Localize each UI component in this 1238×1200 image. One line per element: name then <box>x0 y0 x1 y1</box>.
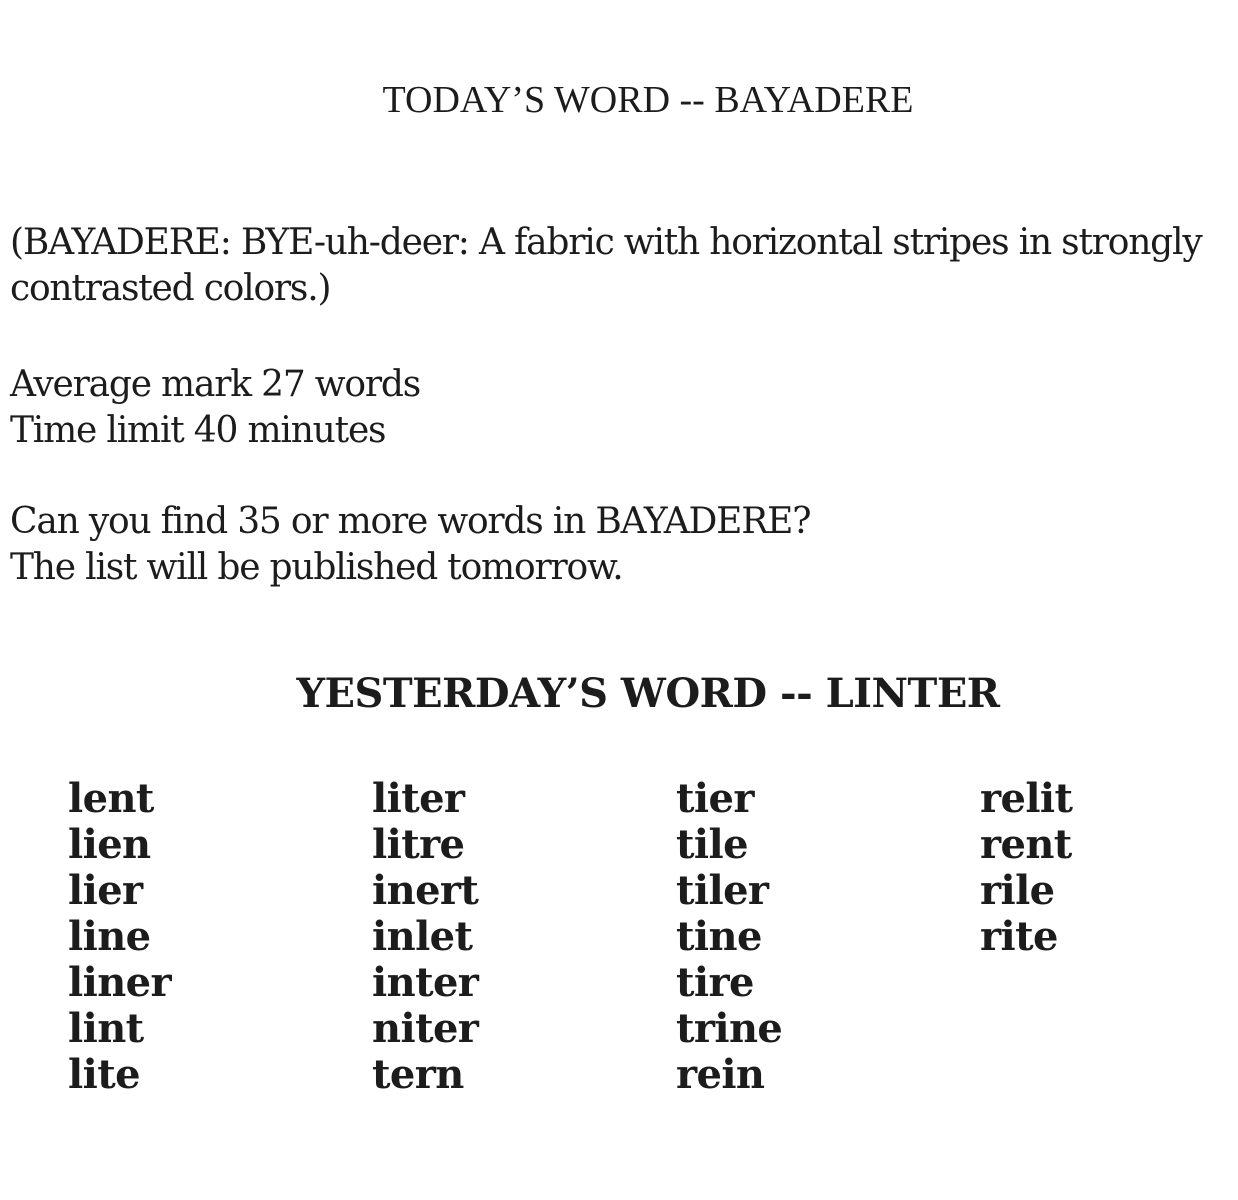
word-column-3 <box>676 776 976 1098</box>
word-column-2 <box>372 776 672 1098</box>
todays-word-heading: TODAY’S WORD -- BAYADERE <box>382 79 914 121</box>
publish-note: The list will be published tomorrow. <box>10 547 623 588</box>
answer-word: tine <box>676 913 762 960</box>
answer-word: tire <box>676 959 754 1006</box>
answer-word: tern <box>372 1051 464 1098</box>
word-column-4 <box>980 776 1238 960</box>
answer-word: lien <box>68 821 151 868</box>
answer-word: tiler <box>676 867 769 914</box>
answer-word: inert <box>372 867 479 914</box>
answer-word: tier <box>676 775 754 822</box>
answer-word: rein <box>676 1051 765 1098</box>
challenge-question: Can you find 35 or more words in BAYADERE? <box>10 501 811 542</box>
yesterdays-word-heading: YESTERDAY’S WORD -- LINTER <box>296 670 1000 717</box>
answer-word: tile <box>676 821 748 868</box>
answer-word: lent <box>68 775 154 822</box>
answer-word: litre <box>372 821 465 868</box>
answer-word: liner <box>68 959 171 1006</box>
average-mark: Average mark 27 words <box>10 364 420 405</box>
answer-word: inlet <box>372 913 473 960</box>
answer-word: lier <box>68 867 143 914</box>
answer-word: lite <box>68 1051 140 1098</box>
answer-word: inter <box>372 959 479 1006</box>
answer-word: lint <box>68 1005 144 1052</box>
answer-word: trine <box>676 1005 783 1052</box>
answer-word: line <box>68 913 151 960</box>
word-column-1 <box>68 776 368 1098</box>
word-definition <box>10 220 1238 312</box>
definition-line: contrasted colors.) <box>10 268 331 309</box>
answer-word: relit <box>980 775 1073 822</box>
definition-line: (BAYADERE: BYE-uh-deer: A fabric with horizontal stripes in strongly <box>10 222 1202 263</box>
answer-word: liter <box>372 775 465 822</box>
time-limit: Time limit 40 minutes <box>10 410 386 451</box>
answer-word: rile <box>980 867 1055 914</box>
challenge-text <box>10 499 810 591</box>
answer-word: rent <box>980 821 1072 868</box>
puzzle-stats <box>10 362 420 454</box>
answer-word-list <box>68 776 1228 1106</box>
answer-word: niter <box>372 1005 479 1052</box>
answer-word: rite <box>980 913 1058 960</box>
